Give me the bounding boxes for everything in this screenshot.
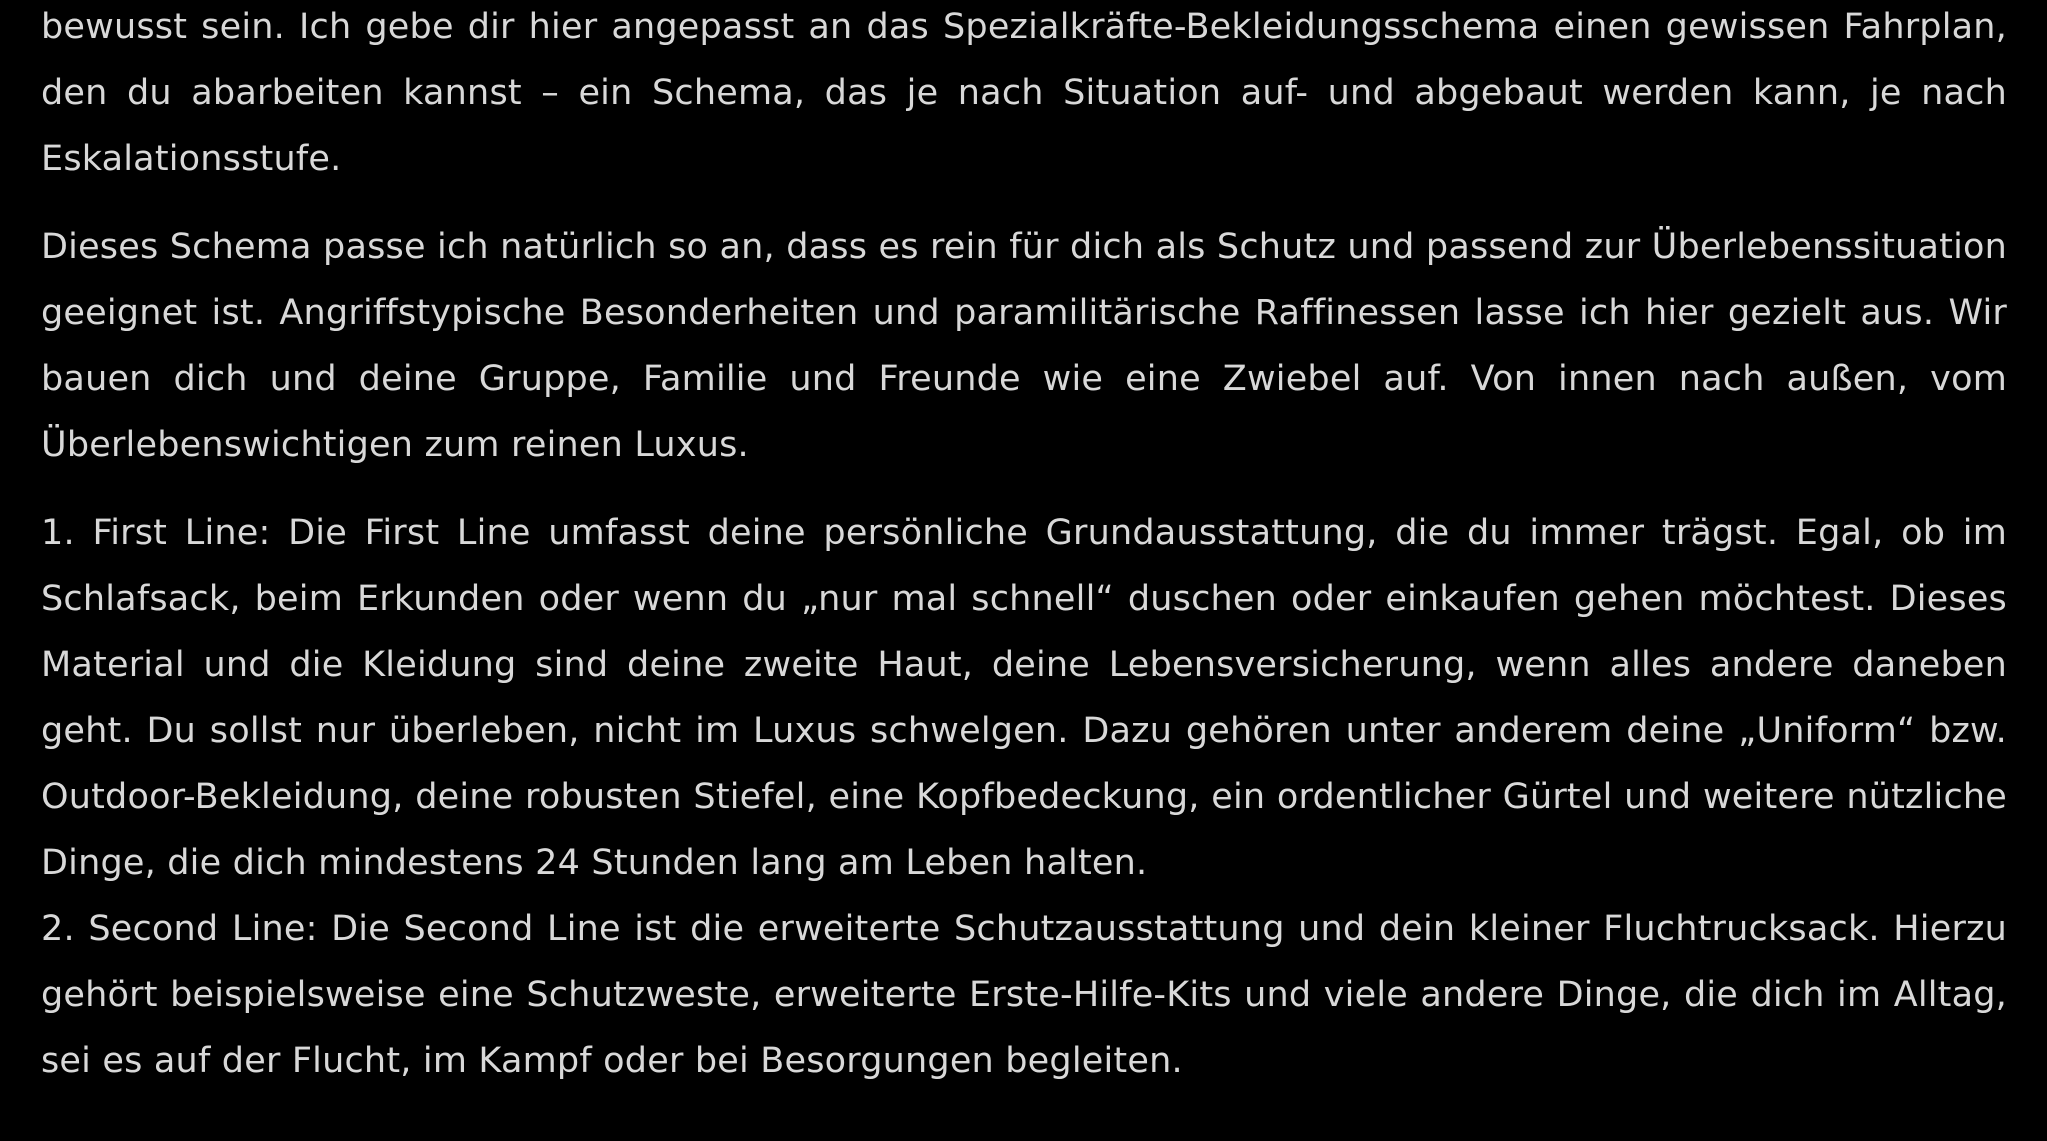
- paragraph-schema: Dieses Schema passe ich natürlich so an, dass es rein für dich als Schutz und passend zur Überlebenssituation geeignet ist. Angriffstypische Besonderheiten und paramilitärische Raffinessen lasse ich hier gezielt aus. Wir bauen dich und deine Gruppe, Familie und Freunde wie eine Zwiebel auf. Von innen nach außen, vom Überlebenswichtigen zum reinen Luxus.: [41, 227, 2007, 465]
- paragraph-intro: bewusst sein. Ich gebe dir hier angepasst an das Spezialkräfte-Bekleidungsschema einen gewissen Fahrplan, den du abarbeiten kannst – ein Schema, das je nach Situation auf- und abgebaut werden kann, je nach Eskalationsstufe.: [41, 7, 2007, 179]
- line-list: [41, 500, 2007, 1094]
- list-item-first-line: 1. First Line: Die First Line umfasst deine persönliche Grundausstattung, die du immer trägst. Egal, ob im Schlafsack, beim Erkunden oder wenn du „nur mal schnell“ duschen oder einkaufen gehen möchtest. Dieses Material und die Kleidung sind deine zweite Haut, deine Lebensversicherung, wenn alles andere daneben geht. Du sollst nur überleben, nicht im Luxus schwelgen. Dazu gehören unter anderem deine „Uniform“ bzw. Outdoor-Bekleidung, deine robusten Stiefel, eine Kopfbedeckung, ein ordentlicher Gürtel und weitere nützliche Dinge, die dich mindestens 24 Stunden lang am Leben halten.: [41, 513, 2007, 883]
- list-item-second-line: 2. Second Line: Die Second Line ist die erweiterte Schutzausstattung und dein kleiner Fluchtrucksack. Hierzu gehört beispielsweise eine Schutzweste, erweiterte Erste-Hilfe-Kits und viele andere Dinge, die dich im Alltag, sei es auf der Flucht, im Kampf oder bei Besorgungen begleiten.: [41, 909, 2007, 1081]
- reader-page-content: [41, 0, 2007, 1094]
